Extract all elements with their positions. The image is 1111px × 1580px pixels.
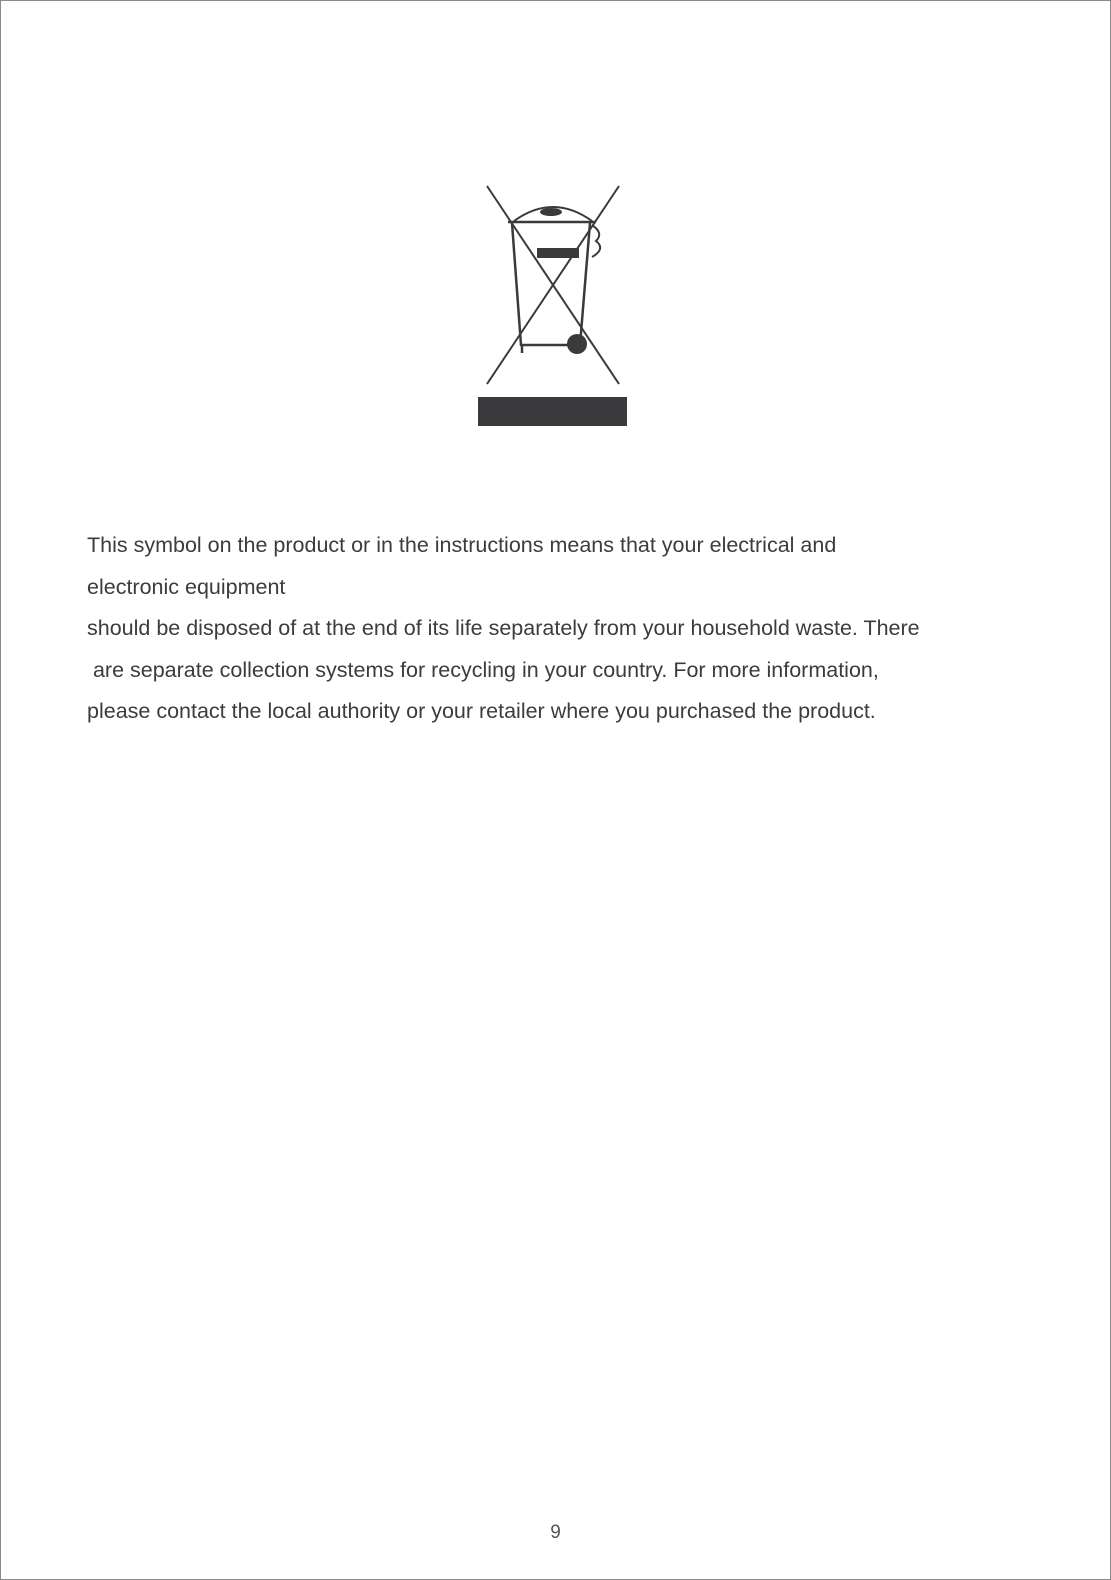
notice-line-5: please contact the local authority or your retailer where you purchased the product. [87, 699, 876, 723]
notice-line-1: This symbol on the product or in the instructions means that your electrical and [87, 533, 837, 557]
notice-line-4: are separate collection systems for recycling in your country. For more information, [87, 657, 879, 682]
notice-line-2: electronic equipment [87, 574, 286, 599]
weee-disposal-notice [87, 525, 1047, 733]
crossed-out-wheelie-bin-icon [478, 183, 628, 428]
notice-line-3: should be disposed of at the end of its life separately from your household waste. There [87, 616, 920, 640]
page-number: 9 [550, 1522, 561, 1543]
weee-symbol-graphic [478, 183, 628, 428]
